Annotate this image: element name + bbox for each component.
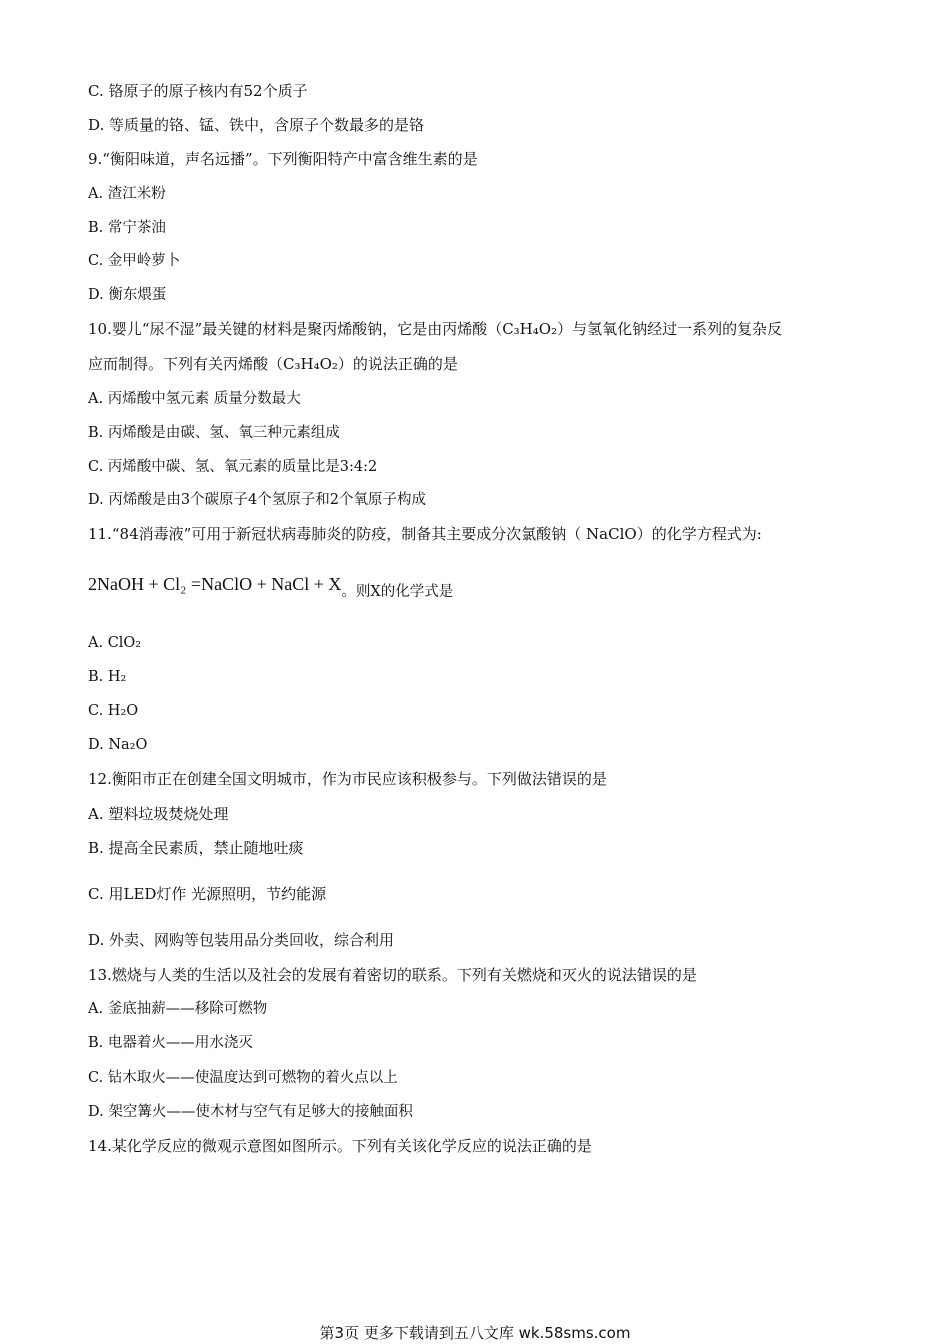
answer-option: A. ClO₂: [88, 635, 142, 651]
question-stem: 11.“84消毒液”可用于新冠状病毒肺炎的防疫，制备其主要成分次氯酸钠（ NaClO）的化学方程式为:: [88, 525, 762, 543]
chemical-equation: [88, 571, 453, 605]
answer-option: B. 电器着火——用水浇灭: [88, 1035, 253, 1051]
answer-option: D. Na₂O: [88, 737, 148, 753]
answer-option: D. 丙烯酸是由3个碳原子4个氢原子和2个氧原子构成: [88, 492, 427, 508]
answer-option: C. H₂O: [88, 703, 139, 719]
question-stem: 13.燃烧与人类的生活以及社会的发展有着密切的联系。下列有关燃烧和灭火的说法错误的是: [88, 966, 697, 984]
answer-option: A. 丙烯酸中氢元素 质量分数最大: [88, 391, 301, 407]
answer-option: A. 釜底抽薪——移除可燃物: [88, 1001, 268, 1017]
answer-option: A. 塑料垃圾焚烧处理: [88, 805, 229, 823]
answer-option: B. 常宁茶油: [88, 220, 166, 236]
text-line: 应而制得。下列有关丙烯酸（C₃H₄O₂）的说法正确的是: [88, 355, 458, 373]
answer-option: C. 铬原子的原子核内有52个质子: [88, 82, 308, 100]
answer-option: B. 丙烯酸是由碳、氢、氧三种元素组成: [88, 425, 340, 441]
question-stem: 10.婴儿“尿不湿”最关键的材料是聚丙烯酸钠，它是由丙烯酸（C₃H₄O₂）与氢氧化钠经过一系列的复杂反: [88, 320, 783, 338]
question-stem: 9.“衡阳味道，声名远播”。下列衡阳特产中富含维生素的是: [88, 150, 478, 168]
answer-option: D. 架空篝火——使木材与空气有足够大的接触面积: [88, 1104, 413, 1120]
answer-option: D. 衡东煨蛋: [88, 287, 167, 303]
answer-option: B. 提高全民素质，禁止随地吐痰: [88, 839, 304, 857]
question-stem: 14.某化学反应的微观示意图如图所示。下列有关该化学反应的说法正确的是: [88, 1137, 592, 1155]
page-footer: 第3页 更多下载请到五八文库 wk.58sms.com: [319, 1324, 631, 1342]
answer-option: C. 用LED灯作 光源照明，节约能源: [88, 885, 327, 903]
answer-option: C. 钻木取火——使温度达到可燃物的着火点以上: [88, 1070, 398, 1086]
answer-option: B. H₂: [88, 669, 127, 685]
question-stem: 12.衡阳市正在创建全国文明城市，作为市民应该积极参与。下列做法错误的是: [88, 770, 607, 788]
equation-formula: 2NaOH + Cl₂ =NaClO + NaCl + X: [88, 574, 342, 594]
equation-tail: 。则X的化学式是: [341, 584, 454, 600]
answer-option: D. 等质量的铬、锰、铁中，含原子个数最多的是铬: [88, 116, 425, 134]
answer-option: A. 渣江米粉: [88, 186, 166, 202]
answer-option: C. 金甲岭萝卜: [88, 253, 181, 269]
answer-option: D. 外卖、网购等包装用品分类回收，综合利用: [88, 931, 395, 949]
answer-option: C. 丙烯酸中碳、氢、氧元素的质量比是3:4:2: [88, 459, 378, 475]
